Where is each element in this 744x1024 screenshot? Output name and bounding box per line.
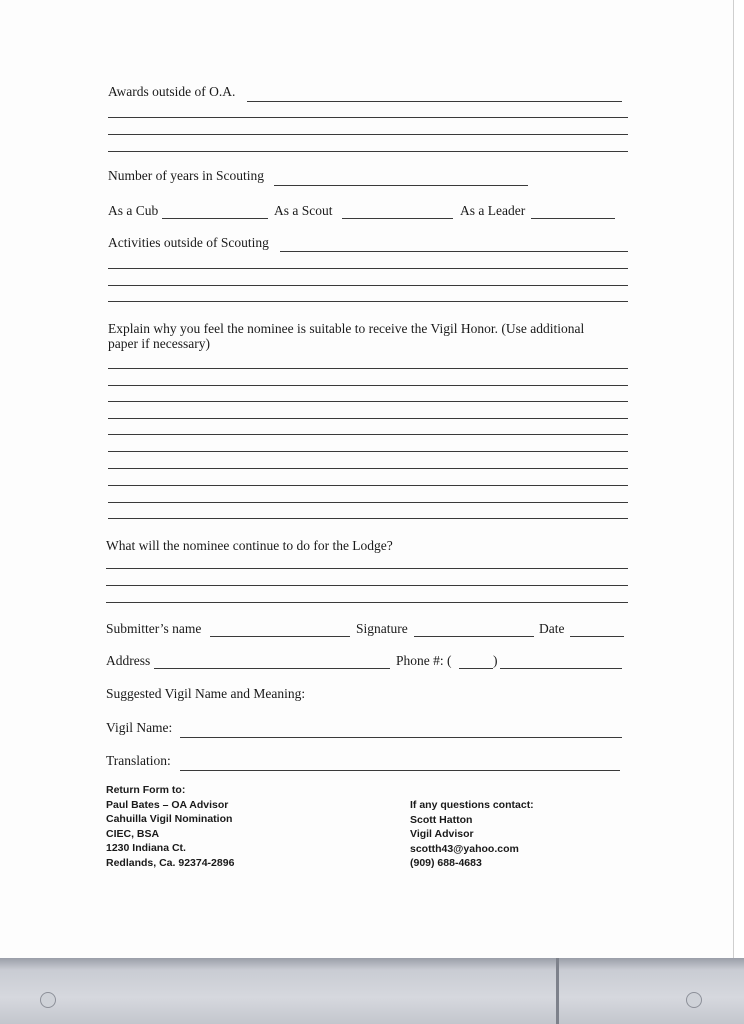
scanner-hole xyxy=(40,992,56,1008)
contact-heading: If any questions contact: xyxy=(410,799,534,811)
return-line: Paul Bates – OA Advisor xyxy=(106,798,229,811)
explain-line-8[interactable] xyxy=(108,485,628,486)
return-line: Cahuilla Vigil Nomination xyxy=(106,813,233,825)
return-heading: Return Form to: xyxy=(106,784,186,796)
explain-line-3[interactable] xyxy=(108,401,628,402)
activities-line-3[interactable] xyxy=(108,285,628,286)
return-line: 1230 Indiana Ct. xyxy=(106,842,186,854)
return-line: CIEC, BSA xyxy=(106,827,160,840)
awards-line-4[interactable] xyxy=(108,151,628,152)
scanner-hole xyxy=(686,992,702,1008)
address-label: Address xyxy=(106,653,151,668)
awards-line-3[interactable] xyxy=(108,134,628,135)
years-label: Number of years in Scouting xyxy=(108,168,264,183)
address-field[interactable] xyxy=(154,668,390,669)
lodge-line-3[interactable] xyxy=(106,602,628,603)
explain-line-5[interactable] xyxy=(108,434,628,435)
leader-label: As a Leader xyxy=(460,203,526,218)
cub-field[interactable] xyxy=(162,218,268,219)
lodge-question: What will the nominee continue to do for the Lodge? xyxy=(106,538,393,553)
translation-field[interactable] xyxy=(180,770,620,771)
contact-phone: (909) 688-4683 xyxy=(410,857,482,869)
submitter-name-label: Submitter’s name xyxy=(106,621,202,636)
contact-block xyxy=(410,798,534,871)
contact-title: Vigil Advisor xyxy=(410,828,474,840)
contact-email: scotth43@yahoo.com xyxy=(410,842,519,855)
submitter-name-field[interactable] xyxy=(210,636,350,637)
signature-label: Signature xyxy=(356,621,408,636)
explain-line-6[interactable] xyxy=(108,451,628,452)
lodge-line-2[interactable] xyxy=(106,585,628,586)
signature-field[interactable] xyxy=(414,636,534,637)
explain-question-line-2: paper if necessary) xyxy=(108,336,210,351)
return-address-block xyxy=(106,783,234,870)
activities-field[interactable] xyxy=(280,251,628,252)
phone-label: Phone #: ( xyxy=(396,653,452,668)
lodge-line-1[interactable] xyxy=(106,568,628,569)
awards-field[interactable] xyxy=(247,101,622,102)
activities-line-2[interactable] xyxy=(108,268,628,269)
awards-label: Awards outside of O.A. xyxy=(108,84,236,99)
phone-close-paren: ) xyxy=(493,653,498,668)
contact-name: Scott Hatton xyxy=(410,813,473,826)
area-code-field[interactable] xyxy=(459,668,493,669)
explain-line-9[interactable] xyxy=(108,502,628,503)
vigil-name-label: Vigil Name: xyxy=(106,720,173,735)
date-field[interactable] xyxy=(570,636,624,637)
return-line: Redlands, Ca. 92374-2896 xyxy=(106,856,235,869)
cub-label: As a Cub xyxy=(108,203,159,218)
explain-line-4[interactable] xyxy=(108,418,628,419)
vigil-heading: Suggested Vigil Name and Meaning: xyxy=(106,686,306,701)
activities-label: Activities outside of Scouting xyxy=(108,235,269,250)
explain-line-1[interactable] xyxy=(108,368,628,369)
explain-line-7[interactable] xyxy=(108,468,628,469)
vigil-name-field[interactable] xyxy=(180,737,622,738)
explain-line-2[interactable] xyxy=(108,385,628,386)
years-field[interactable] xyxy=(274,185,528,186)
awards-line-2[interactable] xyxy=(108,117,628,118)
scout-field[interactable] xyxy=(342,218,453,219)
activities-line-4[interactable] xyxy=(108,301,628,302)
translation-label: Translation: xyxy=(106,753,171,768)
leader-field[interactable] xyxy=(531,218,615,219)
phone-field[interactable] xyxy=(500,668,622,669)
scout-label: As a Scout xyxy=(274,203,333,218)
scanner-seam xyxy=(556,958,559,1024)
scanner-bed xyxy=(0,958,744,1024)
explain-question-line-1: Explain why you feel the nominee is suitable to receive the Vigil Honor. (Use additional xyxy=(108,321,585,336)
date-label: Date xyxy=(539,621,565,636)
explain-line-10[interactable] xyxy=(108,518,628,519)
